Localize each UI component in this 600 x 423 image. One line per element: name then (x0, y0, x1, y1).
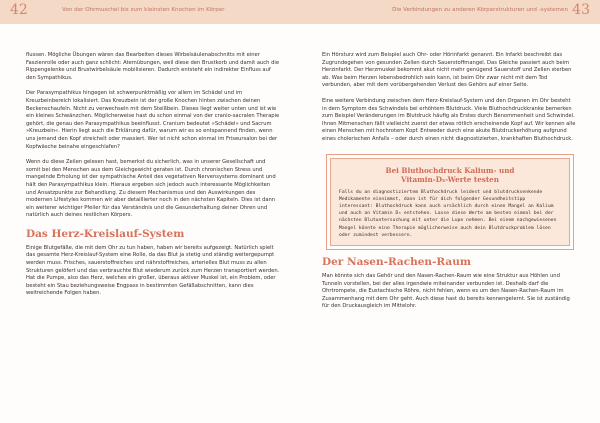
right-header-band (300, 0, 600, 24)
right-body (322, 52, 576, 319)
tip-box-title-line-1: Bei Bluthochdruck Kalium- und (385, 165, 515, 175)
section-heading-herz-kreislauf: Das Herz-Kreislauf-System (26, 227, 185, 240)
right-paragraph-3: Man könnte sich das Gehör und den Nasen-Rachen-Raum wie eine Struktur aus Höhlen und Tunneln vorstellen, bei der alles irgendwie miteinander verbunden ist. Deshalb darf die Ohrtrompete, die Eustachische Röhre, nicht fehlen, wenn es um den Nasen-Rachen-Raum im Zusammenhang mit dem Ohr geht. Auch diese hast du bereits kennengelernt. Sie ist zuständig für den Druckausgleich im Mittelohr. (322, 272, 570, 310)
tip-box-title (339, 166, 561, 184)
right-running-head: Die Verbindungen zu anderen Körperstrukturen und -systemen (392, 7, 568, 13)
right-page (300, 0, 600, 423)
tip-box-title-line-2: Vitamin-D₃-Werte testen (401, 174, 499, 184)
right-page-number: 43 (572, 2, 590, 18)
tip-box-text: Falls du an diagnostiziertem Bluthochdruck leidest und blutdrucksenkende Medikamente einnimmst, dann ist für dich folgender Gesundheitstipp interessant: Bluthochdruck kann auch ursächlich durch einen Mangel an Kalium und auch an Vitamin D₃ entstehen. Lasse diese Werte am besten einmal bei der nächsten Blutuntersuchung mit unter die Lupe nehmen. Bei einem nachgewiesenen Mangel könnte eine Therapie möglicherweise auch dein Blutdruckproblem lösen oder zumindest verbessern. (339, 189, 557, 238)
left-body (26, 52, 280, 306)
right-paragraph-2: Eine weitere Verbindung zwischen dem Herz-Kreislauf-System und den Organen im Ohr besteht in dem Symptom des Schwindels bei erhöhtem Blutdruck. Viele Bluthochdruckkranke bemerken zum Beispiel Veränderungen im Blutdruck häufig als Erstes durch Benommenheit und Schwindel. Ihnen Mitmenschen fällt vielleicht zuerst der etwas rötlich erscheinende Kopf auf. Wir kennen alle einen Menschen mit hochrotem Kopf. Entweder durch eine akute Blutdruckerhöhung aufgrund eines cholerischen Anfalls – oder durch einen nicht diagnostizierten, krankhaften Bluthochdruck. (322, 97, 576, 142)
left-running-head: Von der Ohrmuschel bis zum kleinsten Knochen im Körper (62, 7, 225, 13)
left-paragraph-4: Einige Blutgefäße, die mit dem Ohr zu tun haben, haben wir bereits aufgezeigt. Natürlich spielt das gesamte Herz-Kreislauf-System eine Rolle, da das Blut ja stetig und ständig weitergepumpt werden muss. Frisches, sauerstoffreiches und nährstoffreiches, arterielles Blut muss zu allen Strukturen gelöfert und das verbrauchte Blut wiederum zurück zum Herzen transportiert werden. Hat die Pumpe, also das Herz, welches ein großer, überaus aktiver Muskel ist, ein Problem, oder besteht ein Stau beziehungsweise Engpass in bestimmten Gefäßabschnitten, kann dies weitreichende Folgen haben. (26, 244, 280, 297)
left-page-number: 42 (10, 2, 28, 18)
left-paragraph-2: Der Parasympathikus hingegen ist schwerpunktmäßig vor allem im Schädel und im Kreuzbeinbereich lokalisiert. Das Kreuzbein ist der große Knochen hinten zwischen deinen Beckenschaufeln. Nicht zu verwechseln mit dem Steißbein. Dieses liegt weiter unten und ist wie ein kleines Schwänzchen. Möglicherweise hast du schon einmal von der cranio-sacralen Therapie gehört, die genau den Parasympathikus beeinflusst. Cranium bedeutet »Schädel« und Sacrum »Kreuzbein«. Hierin liegt auch die Erklärung dafür, warum wir es so entspannend finden, wenn uns jemand den Kopf streichelt oder massiert. Wer ist nicht schon einmal im Friseursalon bei der Kopfwäsche beinahe eingeschlafen? (26, 90, 280, 150)
left-paragraph-3: Wenn du diese Zeilen gelesen hast, bemerkst du sicherlich, was in unserer Gesellschaft und somit bei den Menschen aus dem Gleichgewicht geraten ist. Durch chronischen Stress und mangelnde Erholung ist der sympathische Anteil des vegetativen Nervensystems dominant und hält den Parasympathikus klein. Hieraus ergeben sich jedoch auch interessante Möglichkeiten und Ansatzpunkte zur Behandlung. Zu diesem Mechanismus und den Auswirkungen des modernen Lifestyles kommen wir aber detaillierter noch in den nächsten Kapiteln. Dies ist dann ein weiterer wichtiger Pfeiler für das Verständnis und die Gesunderhaltung deiner Ohren und natürlich auch deines restlichen Körpers. (26, 159, 276, 219)
left-paragraph-1: flussen. Mögliche Übungen wären das Bearbeiten dieses Wirbelsäulenabschnitts mit einer Faszienrolle oder auch ganz schlicht: Atemübungen, weil diese den Brustkorb und damit auch die Rippengelenke und Brustwirbelsäule mobilisieren. Dadurch entsteht ein indirekter Einfluss auf den Sympathikus. (26, 52, 280, 81)
right-paragraph-1: Ein Hörsturz wird zum Beispiel auch Ohr- oder Hörinfarkt genannt. Ein Infarkt beschreibt das Zugrundegehen von gesunden Zellen durch Sauerstoffmangel. Das Gleiche passiert auch beim Herzinfarkt. Der Herzmuskel bekommt akut nicht mehr genügend Sauerstoff und Zellen sterben ab. Was beim Herzen lebensbedrohlich sein kann, ist beim Ohr zwar nicht mit dem Tod verbunden, aber mit dem vorübergehenden Verlust des Gehörs auf einer Seite. (322, 52, 572, 89)
tip-box (330, 158, 570, 246)
left-header-band (0, 0, 300, 24)
section-heading-nasen-rachen-raum: Der Nasen-Rachen-Raum (322, 255, 471, 268)
